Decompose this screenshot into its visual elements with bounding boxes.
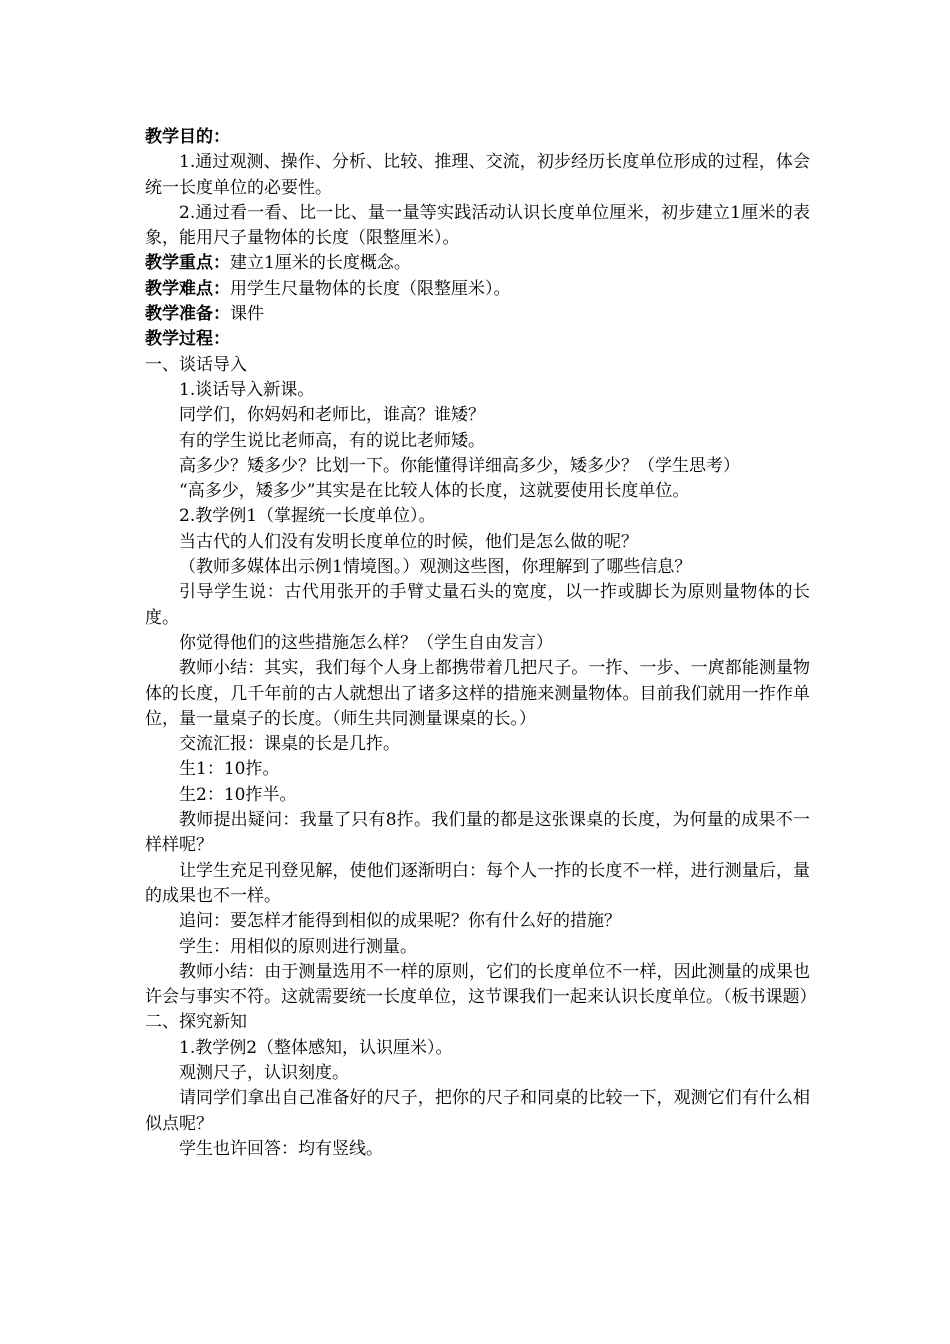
section1-para: 1.谈话导入新课。 [179, 379, 315, 400]
objectives-label: 教学目的： [145, 127, 230, 147]
key-point-label: 教学重点： [145, 253, 230, 274]
difficulty-text: 用学生尺量物体的长度（限整厘米）。 [230, 278, 511, 299]
section1-para: 学生：用相似的原则进行测量。 [179, 936, 417, 957]
document-page [145, 125, 817, 1162]
section1-para: 教师小结：由于测量选用不一样的原则，它们的长度单位不一样，因此测量的成果也许会与事实不符。这就需要统一长度单位，这节课我们一起来认识长度单位。（板书课题） [145, 961, 817, 1008]
section1-para: 有的学生说比老师高，有的说比老师矮。 [179, 430, 485, 451]
preparation-label: 教学准备： [145, 304, 230, 325]
difficulty-label: 教学难点： [145, 278, 230, 299]
section1-para: 生2：10拃半。 [179, 784, 297, 805]
section1-para: 高多少？矮多少？比划一下。你能懂得详细高多少，矮多少？（学生思考） [179, 455, 740, 476]
section1-para: 同学们，你妈妈和老师比，谁高？谁矮？ [179, 405, 485, 426]
section1-para: 追问：要怎样才能得到相似的成果呢？你有什么好的措施？ [179, 911, 621, 932]
section1-para: 交流汇报：课桌的长是几拃。 [179, 734, 400, 755]
section1-para: 让学生充足刊登见解，使他们逐渐明白：每个人一拃的长度不一样，进行测量后，量的成果也不一样。 [145, 860, 810, 906]
objective-item-2: 2.通过看一看、比一比、量一量等实践活动认识长度单位厘米，初步建立1厘米的表象，能用尺子量物体的长度（限整厘米）。 [145, 202, 810, 249]
section2-para: 学生也许回答：均有竖线。 [179, 1138, 383, 1159]
section1-para: 当古代的人们没有发明长度单位的时候，他们是怎么做的呢？ [179, 531, 638, 552]
section1-para: 2.教学例1（掌握统一长度单位）。 [179, 506, 436, 527]
objective-item-1: 1.通过观测、操作、分析、比较、推理、交流，初步经历长度单位形成的过程，体会统一长度单位的必要性。 [145, 152, 810, 198]
section2-para: 请同学们拿出自己准备好的尺子，把你的尺子和同桌的比较一下，观测它们有什么相似点呢？ [145, 1088, 810, 1134]
section2-para: 观测尺子，认识刻度。 [179, 1062, 349, 1083]
section1-para: （教师多媒体出示例1情境图。）观测这些图，你理解到了哪些信息？ [179, 557, 692, 578]
section1-para: 引导学生说：古代用张开的手臂丈量石头的宽度，以一拃或脚长为原则量物体的长度。 [145, 582, 810, 628]
section1-para: 教师提出疑问：我量了只有8拃。我们量的都是这张课桌的长度，为何量的成果不一样样呢？ [145, 810, 810, 856]
section1-para: 生1：10拃。 [179, 759, 280, 780]
section2-para: 1.教学例2（整体感知，认识厘米）。 [179, 1037, 453, 1058]
section1-title: 一、谈话导入 [145, 354, 247, 375]
section2-title: 二、探究新知 [145, 1012, 247, 1033]
section1-para: 你觉得他们的这些措施怎么样？（学生自由发言） [179, 632, 553, 653]
key-point-text: 建立1厘米的长度概念。 [230, 253, 411, 274]
section1-para: “高多少，矮多少”其实是在比较人体的长度，这就要使用长度单位。 [179, 481, 690, 502]
preparation-text: 课件 [230, 304, 264, 325]
preparation [145, 302, 810, 327]
key-point [145, 251, 810, 276]
difficulty [145, 277, 810, 302]
section1-para: 教师小结：其实，我们每个人身上都携带着几把尺子。一拃、一步、一庹都能测量物体的长度，几千年前的古人就想出了诸多这样的措施来测量物体。目前我们就用一拃作单位，量一量桌子的长度。（师生共同测量课桌的长。） [145, 658, 810, 729]
process-label: 教学过程： [145, 329, 230, 350]
